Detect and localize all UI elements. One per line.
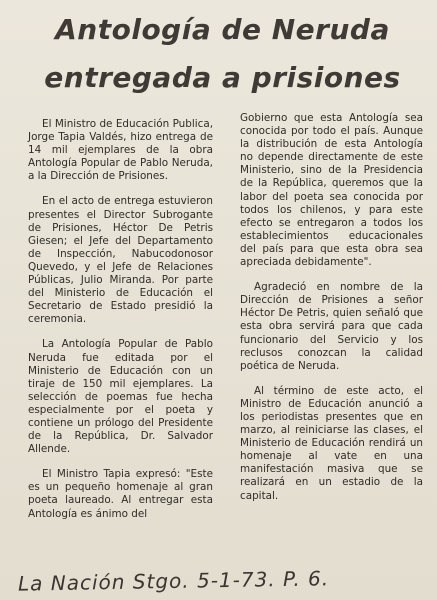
headline (20, 6, 425, 102)
paragraph-5: Gobierno que esta Antología sea conocida por todo el país. Aunque la distribución de esta Antología no depende directamente de este Ministerio, sino de la Presidencia de la República, queremos que la labor del poeta sea conocida por todos los chilenos, y para este efecto se entregaron a todos los establecimientos educacionales del país para que esta obra sea apreciada debidamente". (240, 112, 423, 269)
paragraph-2: En el acto de entrega estuvieron presentes el Director Subrogante de Prisiones, Héctor De Petris Giesen; el Jefe del Departamento de Inspección, Nabucodonosor Quevedo, y el Jefe de Relaciones Públicas, Julio Miranda. Por parte del Ministerio de Educación el Secretario de Estado presidió la ceremonia. (28, 195, 213, 326)
paragraph-7: Al término de este acto, el Ministro de Educación anunció a los periodistas presentes que en marzo, al reiniciarse las clases, el Ministerio de Educación rendirá un homenaje al vate en una manifestación masiva que se realizará en un estadio de la capital. (240, 384, 423, 502)
headline-line-2: entregada a prisiones (44, 61, 401, 94)
right-column (240, 112, 423, 503)
paragraph-6: Agradeció en nombre de la Dirección de Prisiones a señor Héctor De Petris, quien señaló que esta obra servirá para que cada funcionario del Servicio y los reclusos conozcan la calidad poética de Neruda. (240, 281, 423, 372)
handwritten-source-note: La Nación Stgo. 5-1-73. P. 6. (17, 566, 330, 596)
paragraph-4: El Ministro Tapia expresó: "Este es un pequeño homenaje al gran poeta laureado. Al entregar esta Antología es ánimo del (28, 468, 213, 520)
left-column (28, 118, 213, 521)
headline-line-1: Antología de Neruda (55, 13, 390, 46)
paragraph-1: El Ministro de Educación Publica, Jorge Tapia Valdés, hizo entrega de 14 mil ejemplares de la obra Antología Popular de Pablo Neruda, a la Dirección de Prisiones. (28, 118, 213, 183)
paragraph-3: La Antología Popular de Pablo Neruda fue editada por el Ministerio de Educación con un tiraje de 150 mil ejemplares. La selección de poemas fue hecha especialmente por el poeta y contiene un prólogo del Presidente de la República, Dr. Salvador Allende. (28, 338, 213, 456)
